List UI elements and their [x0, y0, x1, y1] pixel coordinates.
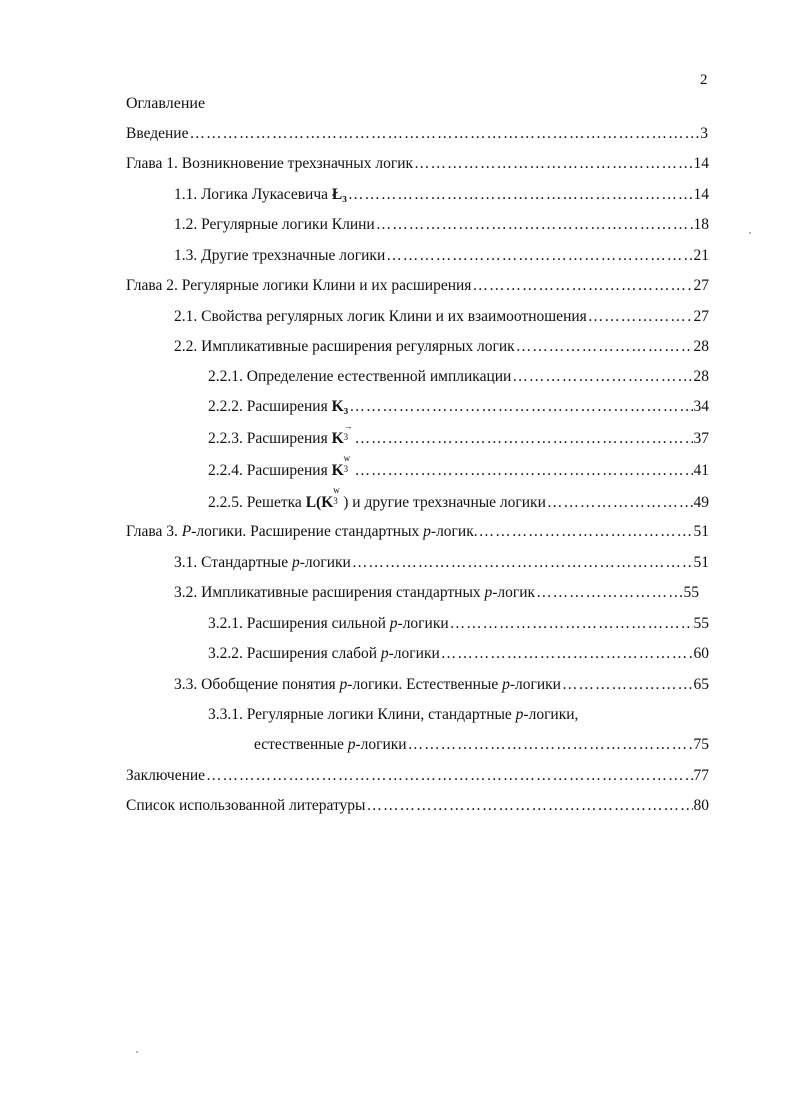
toc-entry-2-2-4 — [208, 453, 709, 485]
toc-entry-2-1 — [174, 308, 709, 332]
toc-entry-label: 3.2.1. Расширения сильной p-логики — [208, 615, 449, 632]
toc-entry-2-2 — [174, 338, 709, 362]
toc-entry-page: 51 — [693, 554, 709, 571]
toc-entry-page: 3 — [700, 125, 708, 142]
toc-entry-label: Заключение — [126, 767, 206, 784]
toc-entry-page: 65 — [693, 676, 709, 693]
toc-entry-label: 1.2. Регулярные логики Клини — [174, 216, 375, 233]
toc-entry-label: 3.1. Стандартные p-логики — [174, 554, 351, 571]
leader-dots — [408, 736, 693, 754]
formula-symbol: Ł₃ — [331, 186, 347, 203]
leader-dots — [189, 125, 699, 143]
leader-dots — [349, 398, 692, 416]
toc-entry-3-2-1 — [208, 615, 709, 639]
formula-symbol: K — [331, 462, 344, 479]
formula-scripts: → 3 — [343, 421, 353, 442]
toc-entry-label: 2.2.5. Решетка L(K w 3 ) и другие трехзначные логики — [208, 485, 546, 511]
leader-dots — [562, 676, 693, 694]
leader-dots — [536, 584, 682, 602]
toc-entry-2-2-3 — [208, 421, 709, 453]
toc-entry-2-2-5 — [208, 485, 709, 517]
toc-entry-introduction — [126, 125, 708, 149]
toc-title: Оглавление — [126, 95, 206, 112]
toc-entry-page: 27 — [693, 277, 709, 294]
formula-scripts: w 3 — [333, 485, 340, 506]
toc-entry-page: 77 — [693, 767, 709, 784]
toc-entry-label: Глава 1. Возникновение трехзначных логик — [126, 155, 414, 172]
toc-entry-label: 1.1. Логика Лукасевича Ł₃ — [174, 186, 347, 203]
toc-entry-label: Введение — [126, 125, 189, 142]
toc-entry-3-3 — [174, 676, 709, 700]
toc-entry-label: 2.2.4. Расширения K w 3 — [208, 461, 354, 480]
leader-dots — [512, 368, 692, 386]
toc-entry-label: 3.2. Импликативные расширения стандартных p-логик — [174, 584, 536, 601]
toc-entry-chapter-3 — [126, 523, 709, 547]
toc-entry-label: 2.2.3. Расширения K → 3 — [208, 421, 353, 447]
toc-entry-page: 41 — [693, 462, 709, 479]
toc-entry-2-2-1 — [208, 368, 709, 392]
toc-entry-page: 49 — [693, 494, 709, 511]
toc-entry-label: 3.2.2. Расширения слабой p-логики — [208, 645, 440, 662]
leader-dots — [206, 767, 692, 785]
leader-dots — [355, 430, 693, 448]
toc-entry-page: 14 — [693, 186, 709, 203]
toc-entry-bibliography — [126, 797, 709, 821]
toc-entry-label: Список использованной литературы — [126, 797, 366, 814]
toc-entry-page: 28 — [693, 368, 709, 385]
toc-entry-page: 75 — [693, 736, 709, 753]
scan-speck — [136, 1051, 138, 1053]
toc-entry-label: естественные p-логики — [254, 736, 407, 753]
formula-symbol: K — [331, 430, 344, 447]
toc-entry-3-1 — [174, 554, 709, 578]
toc-entry-label: 2.2.1. Определение естественной импликации — [208, 368, 512, 385]
toc-entry-label: 3.3. Обобщение понятия p-логики. Естественные p-логики — [174, 676, 561, 693]
toc-entry-1-1 — [174, 186, 709, 210]
toc-entry-3-3-1-line-2 — [254, 736, 709, 760]
toc-entry-label: 2.2. Импликативные расширения регулярных логик — [174, 338, 515, 355]
toc-entry-label: 2.2.2. Расширения K₃ — [208, 398, 349, 415]
toc-entry-chapter-2 — [126, 277, 709, 301]
toc-entry-3-2-2 — [208, 645, 709, 669]
toc-entry-1-3 — [174, 247, 709, 271]
toc-entry-3-2 — [174, 584, 699, 608]
leader-dots — [547, 494, 693, 512]
toc-entry-page: 28 — [693, 338, 709, 355]
toc-entry-2-2-2 — [208, 398, 709, 422]
leader-dots — [479, 523, 693, 541]
page-number: 2 — [700, 72, 708, 88]
leader-dots — [376, 216, 693, 234]
toc-entry-page: 34 — [693, 398, 709, 415]
toc-entry-label: 2.1. Свойства регулярных логик Клини и их взаимоотношения — [174, 308, 587, 325]
formula-scripts: w 3 — [343, 453, 351, 474]
toc-entry-label: Глава 3. P-логики. Расширение стандартных p-логик. — [126, 523, 478, 540]
toc-entry-page: 18 — [693, 216, 709, 233]
leader-dots — [352, 554, 693, 572]
toc-entry-page: 51 — [693, 523, 709, 540]
leader-dots — [516, 338, 693, 356]
leader-dots — [386, 247, 692, 265]
toc-entry-chapter-1 — [126, 155, 709, 179]
toc-entry-label: Глава 2. Регулярные логики Клини и их расширения — [126, 277, 472, 294]
leader-dots — [414, 155, 692, 173]
toc-entry-page: 55 — [693, 615, 709, 632]
toc-entry-conclusion — [126, 767, 709, 791]
toc-entry-page: 55 — [683, 584, 699, 601]
formula-symbol: L(K — [305, 494, 334, 511]
leader-dots — [441, 645, 693, 663]
scan-speck — [749, 232, 751, 234]
leader-dots — [366, 797, 692, 815]
leader-dots — [355, 462, 693, 480]
toc-entry-page: 27 — [693, 308, 709, 325]
leader-dots — [472, 277, 692, 295]
toc-entry-label: 1.3. Другие трехзначные логики — [174, 247, 386, 264]
toc-entry-page: 80 — [693, 797, 709, 814]
toc-entry-page: 60 — [693, 645, 709, 662]
formula-symbol: K₃ — [331, 398, 349, 415]
leader-dots — [450, 615, 693, 633]
toc-entry-page: 37 — [693, 430, 709, 447]
leader-dots — [588, 308, 693, 326]
toc-entry-3-3-1-line-1: 3.3.1. Регулярные логики Клини, стандартные p-логики, — [208, 706, 579, 723]
toc-entry-1-2 — [174, 216, 709, 240]
leader-dots — [348, 186, 693, 204]
toc-entry-page: 21 — [693, 247, 709, 264]
toc-entry-page: 14 — [693, 155, 709, 172]
